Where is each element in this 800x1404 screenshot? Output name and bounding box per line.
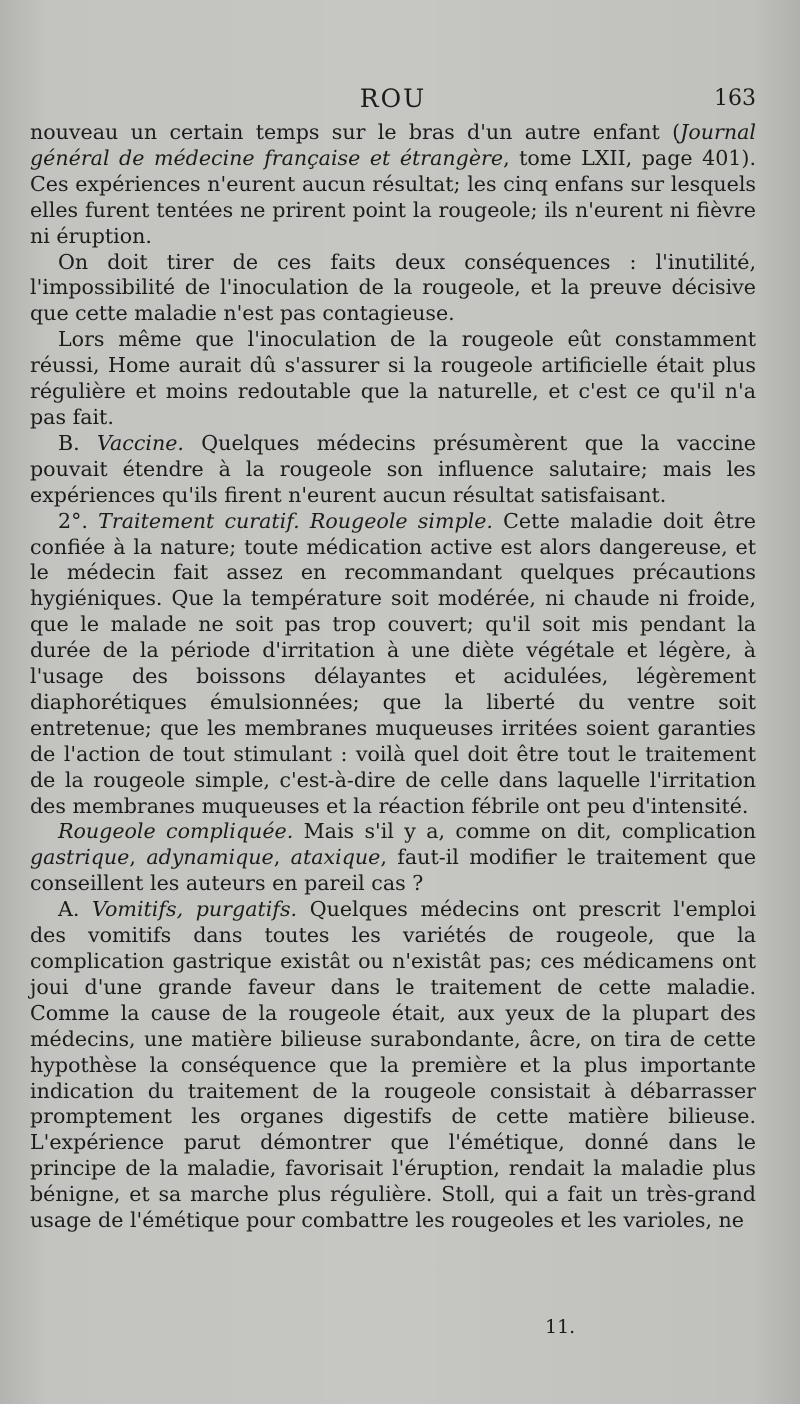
paragraph-traitement-curatif: 2°. Traitement curatif. Rougeole simple. Cette maladie doit être confiée à la nature; toute médication active est alors dangereuse, et le médecin fait assez en recommandant quelques précautions hygiéniques. Que la température soit modérée, ni chaude ni froide, que le malade ne soit pas trop couvert; qu'il soit mis pendant la durée de la période d'irritation à une diète végétale et légère, à l'usage des boissons délayantes et acidulées, légèrement diaphorétiques émulsionnées; que la liberté du ventre soit entretenue; que les membranes muqueuses irritées soient garanties de l'action de tout stimulant : voilà quel doit être tout le traitement de la rougeole simple, c'est-à-dire de celle dans laquelle l'irritation des membranes muqueuses et la réaction fébrile ont peu d'intensité. [30,508,756,818]
heading-traitement-curatif: Traitement curatif. Rougeole simple. [98,508,493,533]
signature-mark: 11. [545,1316,576,1338]
paragraph-vaccine: B. Vaccine. Quelques médecins présumèrent que la vaccine pouvait étendre à la rougeole son influence salutaire; mais les expériences qu'ils firent n'eurent aucun résultat satisfaisant. [30,430,756,507]
body-text [30,120,756,1234]
heading-rougeole-compliquee: Rougeole compliquée. [58,819,294,844]
paragraph-vomitifs: A. Vomitifs, purgatifs. Quelques médecins ont prescrit l'emploi des vomitifs dans toutes les variétés de rougeole, que la complication gastrique existât ou n'existât pas; ces médicamens ont joui d'une grande faveur dans le traitement de cette maladie. Comme la cause de la rougeole était, aux yeux de la plupart des médecins, une matière bilieuse surabondante, âcre, on tira de cette hypothèse la conséquence que la première et la plus importante indication du traitement de la rougeole consistait à débarrasser promptement les organes digestifs de cette matière bilieuse. L'expérience parut démontrer que l'émétique, donné dans le principe de la maladie, favorisait l'éruption, rendait la maladie plus bénigne, et sa marche plus régulière. Stoll, qui a fait un très-grand usage de l'émétique pour combattre les rougeoles et les varioles, ne [30,897,756,1233]
paragraph-consequences: On doit tirer de ces faits deux conséquences : l'inutilité, l'impossibilité de l'inoculation de la rougeole, et la preuve décisive que cette maladie n'est pas contagieuse. [30,249,756,326]
paragraph-home: Lors même que l'inoculation de la rougeole eût constamment réussi, Home aurait dû s'assurer si la rougeole artificielle était plus régulière et moins redoutable que la naturelle, et c'est ce qu'il n'a pas fait. [30,327,756,429]
paragraph-rougeole-compliquee: Rougeole compliquée. Mais s'il y a, comme on dit, complication gastrique, adynamique, ataxique, faut-il modifier le traitement que conseillent les auteurs en pareil cas ? [30,819,757,896]
paragraph-continued: nouveau un certain temps sur le bras d'un autre enfant (Journal général de médecine française et étrangère, tome LXII, page 401). Ces expériences n'eurent aucun résultat; les cinq enfans sur lesquels elles furent tentées ne prirent point la rougeole; ils n'eurent ni fièvre ni éruption. [30,120,756,248]
page-header [30,84,756,120]
journal-title: Journal général de médecine française et étrangère [30,120,756,170]
page-number: 163 [714,86,756,111]
running-head: ROU [359,84,427,113]
heading-vomitifs: Vomitifs, purgatifs. [92,897,298,922]
heading-vaccine: Vaccine. [97,430,184,455]
